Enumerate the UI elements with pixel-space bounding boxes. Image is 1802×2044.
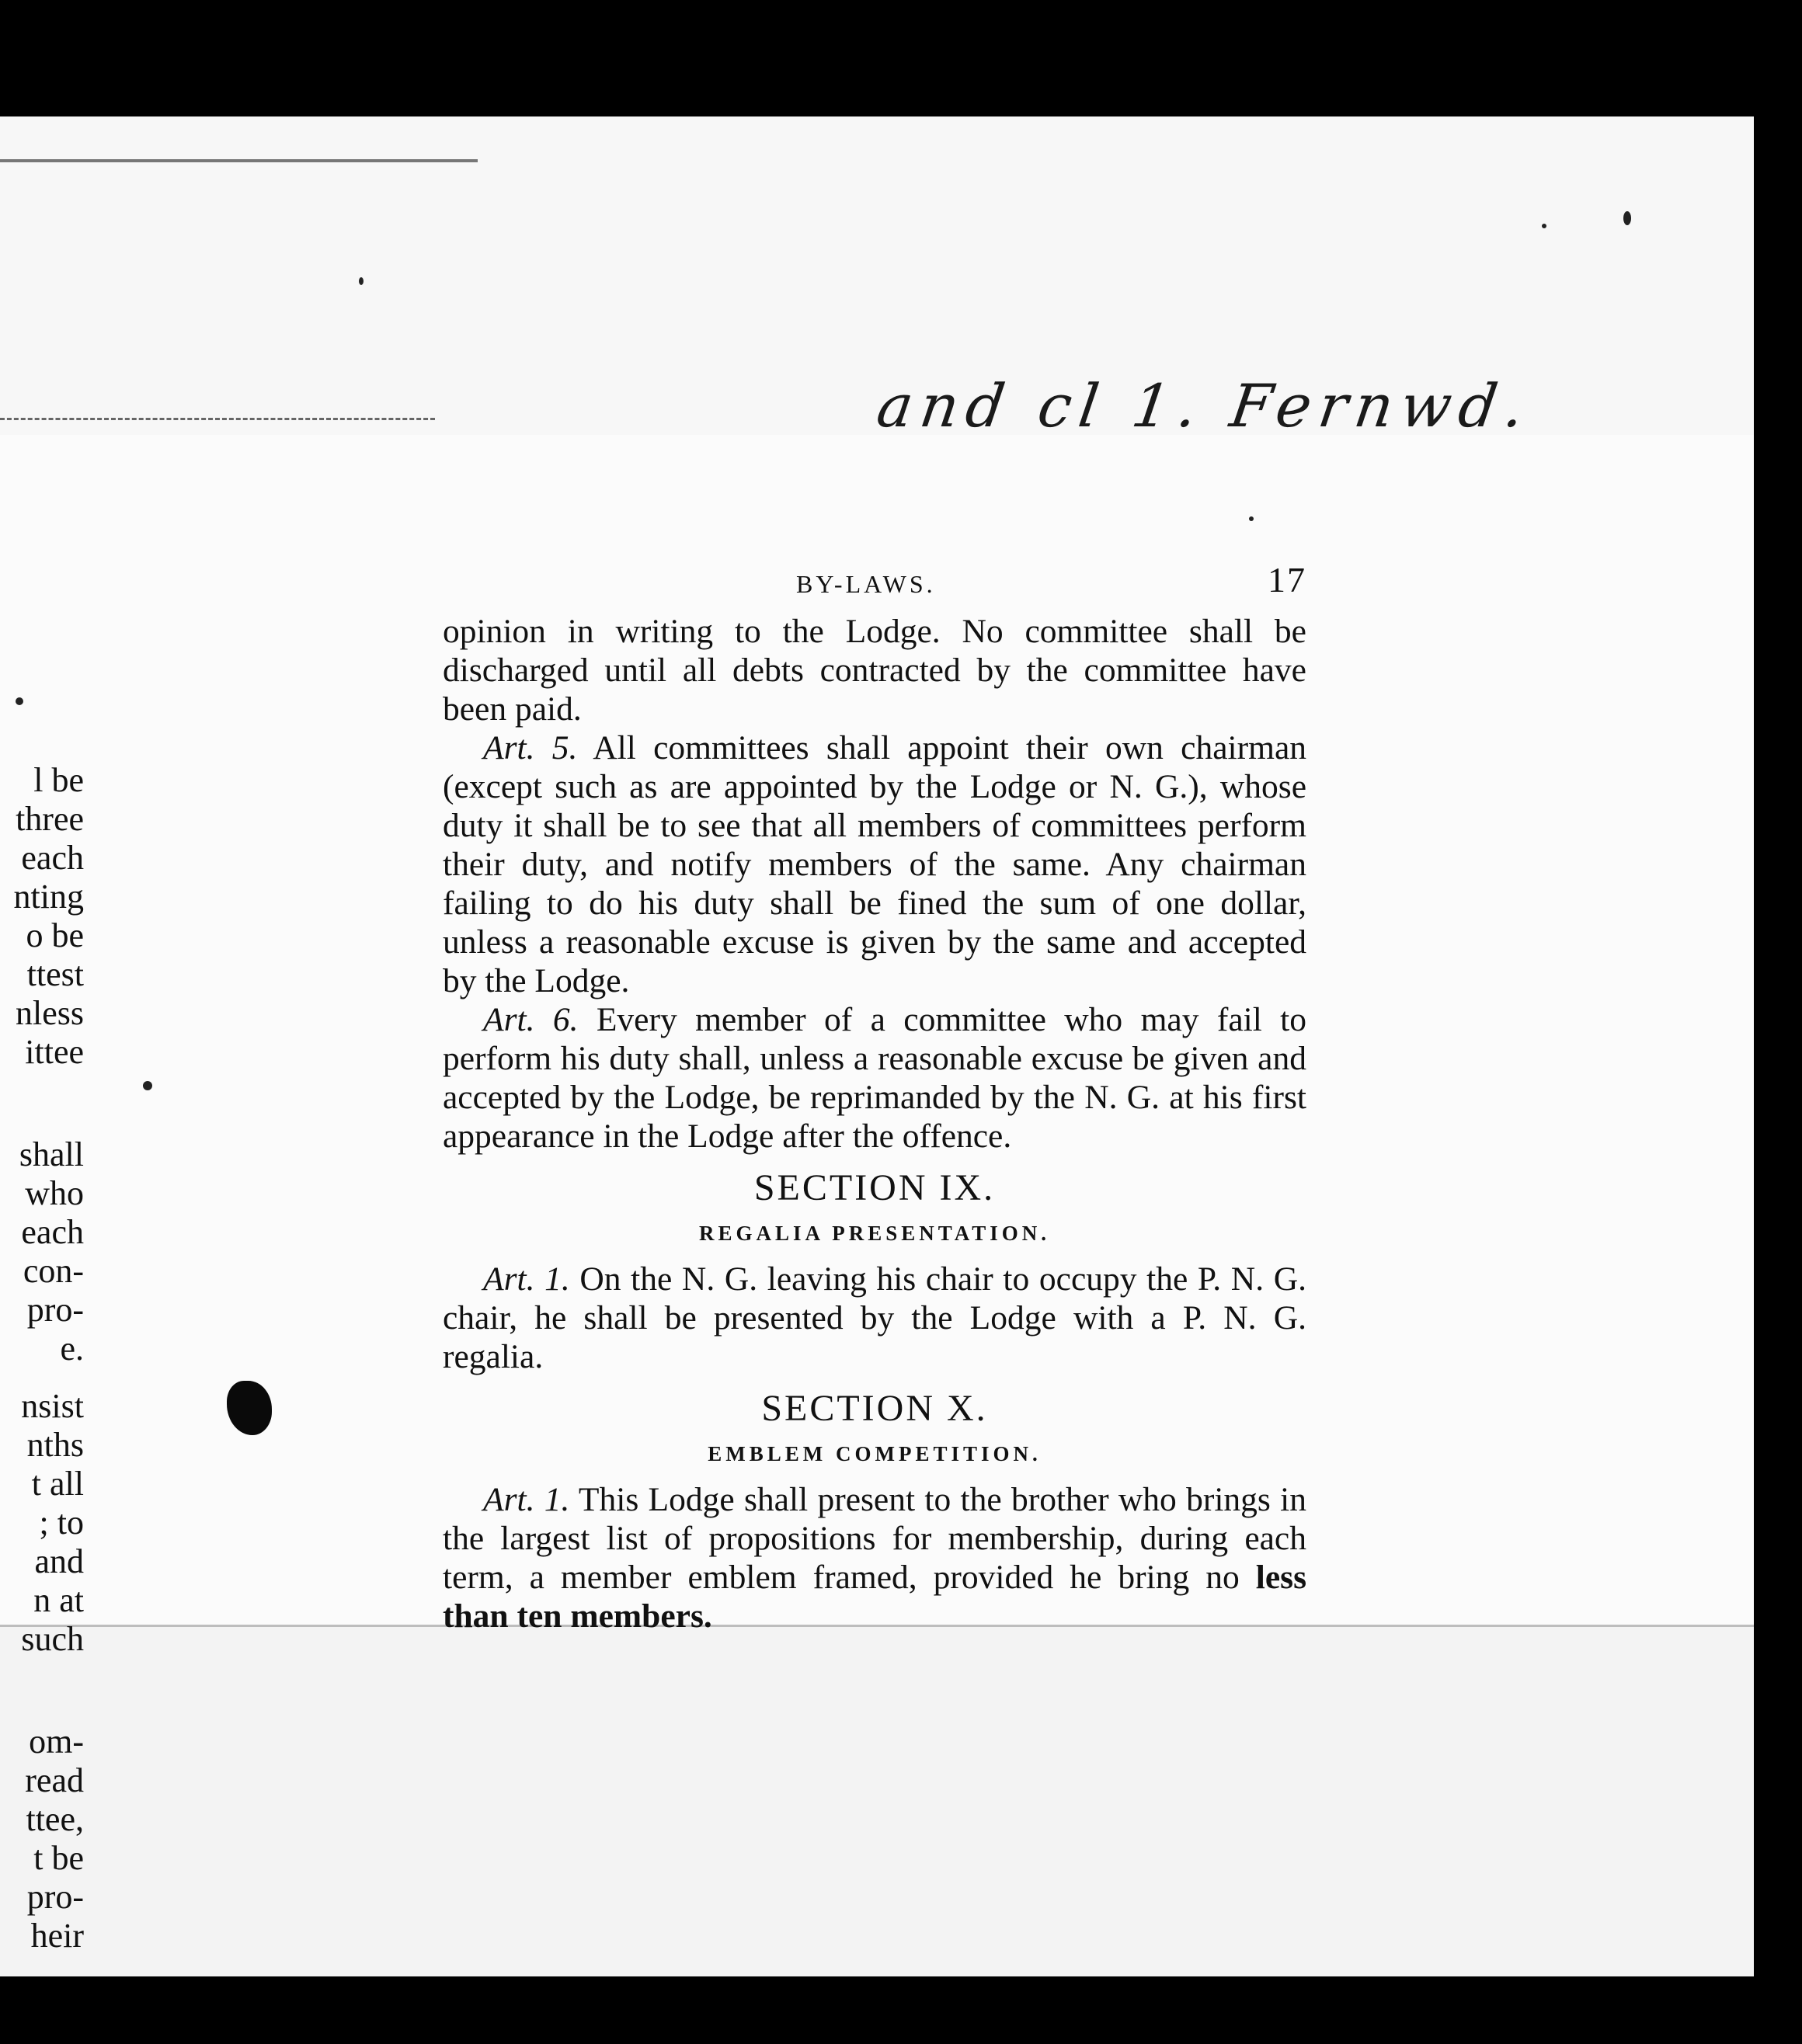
article-text: All committees shall appoint their own chairman (except such as are appointed by the Lodge or N. G.), whose duty it shall be to see that all members of committees perform their duty, and notify members of the same. Any chairman failing to do his duty shall be fined the sum of one dollar, unless a reasonable excuse is given by the same and accepted by the Lodge. [443,729,1307,999]
left-fragment: l be [33,761,84,799]
left-fragment: and [34,1542,84,1580]
section-9-subheading: REGALIA PRESENTATION. [698,1222,1051,1245]
speck [16,697,23,705]
continued-paragraph: opinion in writing to the Lodge. No committee shall be discharged until all debts contracted by the committee have been paid. [443,613,1306,728]
article-text: Every member of a committee who may fail to perform his duty shall, unless a reasonable excuse be given and accepted by the Lodge, be reprimanded by the N. G. at his first appearance in the Lodge after the offence. [443,1001,1307,1155]
left-fragment: om- [29,1722,84,1761]
left-fragment: n at [33,1581,84,1619]
speck [1542,224,1546,228]
dashed-rule [0,418,435,420]
left-fragment: pro- [26,1291,84,1329]
article-6 [443,1000,1306,1156]
bottom-paper-strip [0,1625,1754,1976]
left-fragment: read [25,1761,84,1799]
article-5 [443,728,1306,1000]
running-head [443,559,1306,606]
left-fragment: nting [13,878,84,916]
top-rule [0,159,478,162]
left-fragment: nths [26,1426,84,1464]
left-fragment: each [21,839,84,877]
left-fragments-3 [0,1387,84,1659]
left-fragment: con- [23,1252,84,1290]
speck [1623,211,1631,225]
left-fragment: nsist [21,1387,84,1425]
section-10-subheading: EMBLEM COMPETITION. [708,1442,1042,1465]
left-fragments-1 [0,761,84,1072]
left-fragment: o be [26,916,84,954]
left-fragment: such [21,1620,84,1658]
left-fragments-2 [0,1135,84,1368]
handwritten-note: and cl 1. Fernwd. [872,371,1536,440]
speck [143,1081,152,1090]
running-head-title: BY-LAWS. [796,570,936,598]
left-fragment: who [25,1174,84,1212]
article-text: On the N. G. leaving his chair to occupy the P. N. G. chair, he shall be presented by the Lodge with a P. N. G. regalia. [443,1260,1306,1375]
page-column [443,559,1306,1636]
section-10-heading: SECTION X. [761,1388,988,1429]
section-10-article-1 [443,1480,1306,1636]
article-text-tail: less than ten members. [443,1559,1306,1635]
left-fragment: ittee [25,1033,84,1071]
article-label: Art. 1. [483,1481,570,1518]
left-fragment: pro- [26,1878,84,1916]
left-fragments-4 [0,1722,84,1955]
left-fragment: ttest [26,955,84,993]
left-fragment: each [21,1213,84,1251]
left-fragment: nless [16,994,84,1032]
article-label: Art. 1. [483,1260,570,1298]
left-fragment: t be [33,1839,84,1877]
left-fragment: e. [60,1330,84,1368]
page-number: 17 [1268,560,1306,600]
left-fragment: ttee, [26,1800,84,1838]
left-fragment: ; to [39,1503,84,1542]
speck [359,277,364,285]
left-fragment: heir [30,1917,84,1955]
section-9-heading: SECTION IX. [753,1167,996,1208]
article-text: This Lodge shall present to the brother who brings in the largest list of propositions for membership, during each term, a member emblem framed, provided he bring no [443,1481,1306,1596]
article-label: Art. 5. [483,729,578,766]
left-fragment: shall [19,1135,84,1173]
left-fragment: three [16,800,84,838]
speck [1249,516,1254,521]
article-label: Art. 6. [483,1001,579,1038]
section-9-article-1 [443,1260,1306,1376]
left-fragment: t all [31,1465,84,1503]
